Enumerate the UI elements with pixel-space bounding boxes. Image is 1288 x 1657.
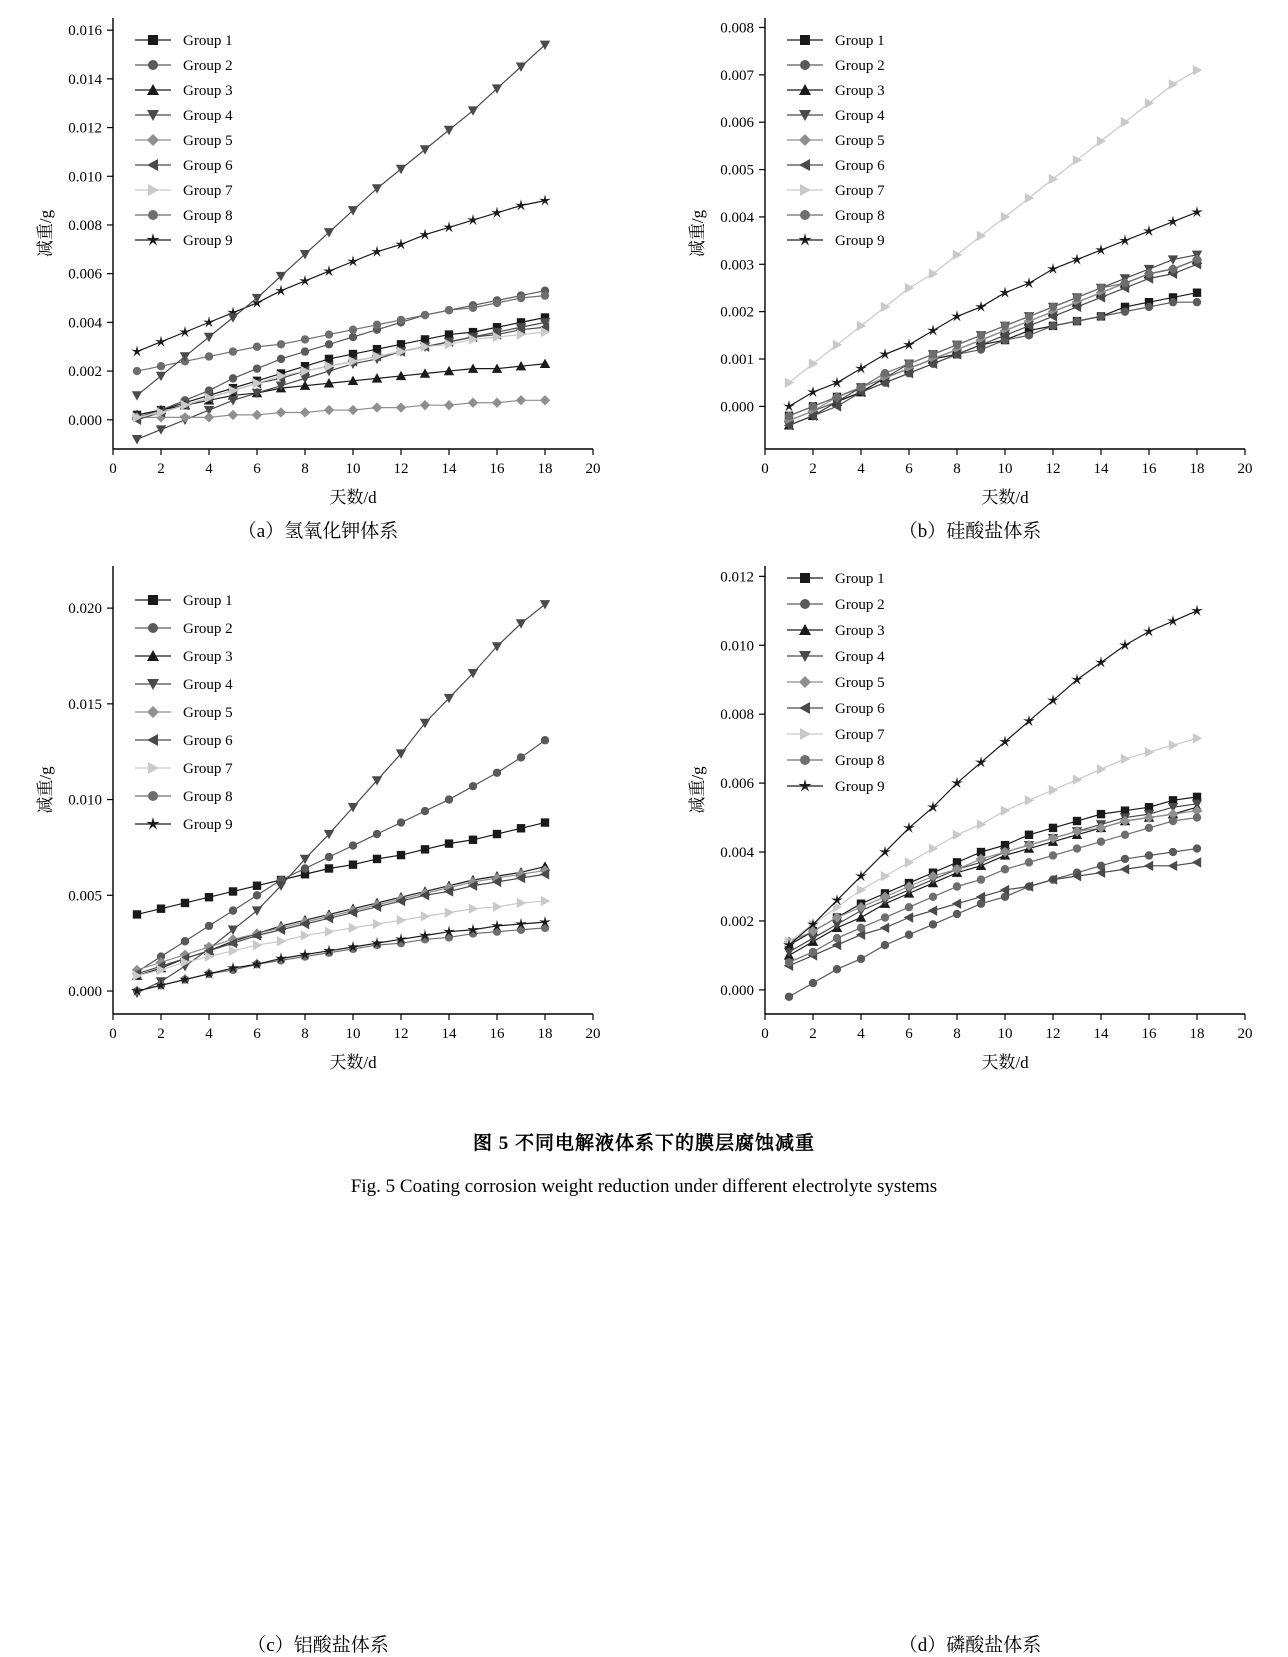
svg-text:4: 4 [857,461,865,477]
svg-text:0.004: 0.004 [68,315,102,332]
chart-panel-b [660,4,1280,544]
svg-text:10: 10 [345,461,361,477]
svg-text:Group 7: Group 7 [183,761,233,777]
svg-text:Group 4: Group 4 [183,677,233,693]
svg-text:4: 4 [857,1026,865,1042]
panel-a-caption: （a）氢氧化钾体系 [237,521,399,542]
svg-text:Group 6: Group 6 [183,733,233,749]
svg-text:Group 5: Group 5 [183,705,233,721]
svg-text:8: 8 [953,461,961,477]
svg-text:0.003: 0.003 [720,257,754,274]
svg-text:16: 16 [1141,1026,1157,1042]
svg-text:Group 1: Group 1 [835,33,885,49]
chart-panel-a [8,4,628,544]
svg-text:14: 14 [1093,1026,1109,1042]
panel-c-caption: （c）铝酸盐体系 [247,1635,389,1656]
svg-text:0.006: 0.006 [720,115,754,132]
svg-text:Group 4: Group 4 [835,108,885,124]
svg-text:14: 14 [441,461,457,477]
svg-text:0.014: 0.014 [68,71,102,88]
svg-text:Group 2: Group 2 [835,58,885,74]
chart-panel-c [8,552,628,1656]
svg-text:0.002: 0.002 [720,304,754,321]
svg-text:减重/g: 减重/g [688,209,707,258]
svg-text:减重/g: 减重/g [36,766,55,814]
svg-text:Group 8: Group 8 [183,208,233,224]
svg-text:0.004: 0.004 [720,209,754,226]
svg-text:8: 8 [301,461,309,477]
svg-text:6: 6 [905,1026,913,1042]
svg-text:0: 0 [761,1026,769,1042]
svg-text:10: 10 [997,461,1013,477]
svg-text:8: 8 [953,1026,961,1042]
svg-text:Group 9: Group 9 [183,233,233,249]
svg-text:0.010: 0.010 [720,638,754,655]
svg-text:0.006: 0.006 [68,266,102,283]
svg-text:20: 20 [1237,461,1253,477]
figure-title-en: Fig. 5 Coating corrosion weight reduction under different electrolyte systems [350,1176,938,1197]
svg-text:Group 6: Group 6 [835,701,885,717]
svg-text:Group 5: Group 5 [835,133,885,149]
svg-text:Group 7: Group 7 [835,183,885,199]
svg-text:18: 18 [537,1026,553,1042]
svg-text:0.002: 0.002 [720,913,754,930]
svg-text:0.000: 0.000 [720,982,754,999]
svg-text:4: 4 [205,1026,213,1042]
svg-text:0.007: 0.007 [720,67,754,84]
svg-text:0.005: 0.005 [720,162,754,179]
svg-text:0: 0 [109,461,117,477]
svg-text:2: 2 [809,461,817,477]
svg-text:Group 7: Group 7 [183,183,233,199]
svg-text:Group 8: Group 8 [835,753,885,769]
svg-text:Group 7: Group 7 [835,727,885,743]
svg-text:6: 6 [905,461,913,477]
svg-text:天数/d: 天数/d [329,488,377,507]
svg-text:Group 2: Group 2 [183,621,233,637]
svg-text:16: 16 [1141,461,1157,477]
svg-text:Group 8: Group 8 [835,208,885,224]
svg-text:12: 12 [393,1026,409,1042]
svg-text:16: 16 [489,461,505,477]
svg-text:Group 3: Group 3 [183,83,233,99]
svg-text:Group 3: Group 3 [183,649,233,665]
svg-text:Group 5: Group 5 [183,133,233,149]
svg-text:20: 20 [1237,1026,1253,1042]
svg-text:0.012: 0.012 [68,120,102,137]
svg-text:14: 14 [1093,461,1109,477]
plot-d [660,552,1280,1072]
svg-text:Group 8: Group 8 [183,789,233,805]
svg-text:0.008: 0.008 [720,20,754,37]
svg-text:12: 12 [1045,461,1061,477]
svg-text:Group 5: Group 5 [835,675,885,691]
figure-title-cn: 图 5 不同电解液体系下的膜层腐蚀减重 [472,1133,815,1154]
svg-text:0.000: 0.000 [720,399,754,416]
svg-text:Group 1: Group 1 [835,571,885,587]
svg-text:0.000: 0.000 [68,984,102,1001]
svg-text:6: 6 [253,461,261,477]
svg-text:0.010: 0.010 [68,169,102,186]
svg-text:Group 6: Group 6 [183,158,233,174]
chart-panel-d [660,552,1280,1656]
svg-text:12: 12 [393,461,409,477]
svg-text:12: 12 [1045,1026,1061,1042]
plot-c [8,552,628,1072]
svg-text:18: 18 [1189,461,1205,477]
svg-text:天数/d: 天数/d [981,488,1029,507]
svg-text:0.012: 0.012 [720,569,754,586]
svg-text:Group 3: Group 3 [835,83,885,99]
svg-text:0.005: 0.005 [68,888,102,905]
svg-text:Group 3: Group 3 [835,623,885,639]
svg-text:2: 2 [809,1026,817,1042]
svg-text:10: 10 [997,1026,1013,1042]
svg-text:0.020: 0.020 [68,601,102,618]
svg-text:Group 9: Group 9 [835,233,885,249]
svg-text:0.010: 0.010 [68,792,102,809]
svg-text:16: 16 [489,1026,505,1042]
svg-text:2: 2 [157,461,165,477]
svg-text:天数/d: 天数/d [981,1053,1029,1072]
svg-text:0.000: 0.000 [68,412,102,429]
svg-text:0: 0 [761,461,769,477]
svg-text:Group 1: Group 1 [183,33,233,49]
svg-text:0.002: 0.002 [68,364,102,381]
svg-text:Group 4: Group 4 [835,649,885,665]
svg-text:0.001: 0.001 [720,352,754,369]
svg-text:0.004: 0.004 [720,845,754,862]
svg-text:18: 18 [1189,1026,1205,1042]
svg-text:Group 4: Group 4 [183,108,233,124]
panel-b-caption: （b）硅酸盐体系 [898,521,1042,542]
svg-text:Group 2: Group 2 [835,597,885,613]
svg-text:Group 9: Group 9 [183,817,233,833]
svg-text:6: 6 [253,1026,261,1042]
svg-text:Group 1: Group 1 [183,593,233,609]
svg-text:18: 18 [537,461,553,477]
svg-text:0: 0 [109,1026,117,1042]
svg-text:0.008: 0.008 [68,217,102,234]
svg-text:20: 20 [585,461,601,477]
svg-text:10: 10 [345,1026,361,1042]
svg-text:天数/d: 天数/d [329,1053,377,1072]
svg-text:减重/g: 减重/g [36,209,55,258]
plot-a [8,4,628,509]
svg-text:2: 2 [157,1026,165,1042]
svg-text:0.006: 0.006 [720,776,754,793]
svg-text:Group 2: Group 2 [183,58,233,74]
svg-text:Group 6: Group 6 [835,158,885,174]
svg-text:减重/g: 减重/g [688,766,707,814]
plot-b [660,4,1280,509]
panel-d-caption: （d）磷酸盐体系 [898,1635,1042,1656]
svg-text:0.008: 0.008 [720,707,754,724]
svg-text:20: 20 [585,1026,601,1042]
svg-text:4: 4 [205,461,213,477]
svg-text:0.016: 0.016 [68,23,102,40]
svg-text:14: 14 [441,1026,457,1042]
svg-text:Group 9: Group 9 [835,779,885,795]
svg-text:8: 8 [301,1026,309,1042]
svg-text:0.015: 0.015 [68,696,102,713]
